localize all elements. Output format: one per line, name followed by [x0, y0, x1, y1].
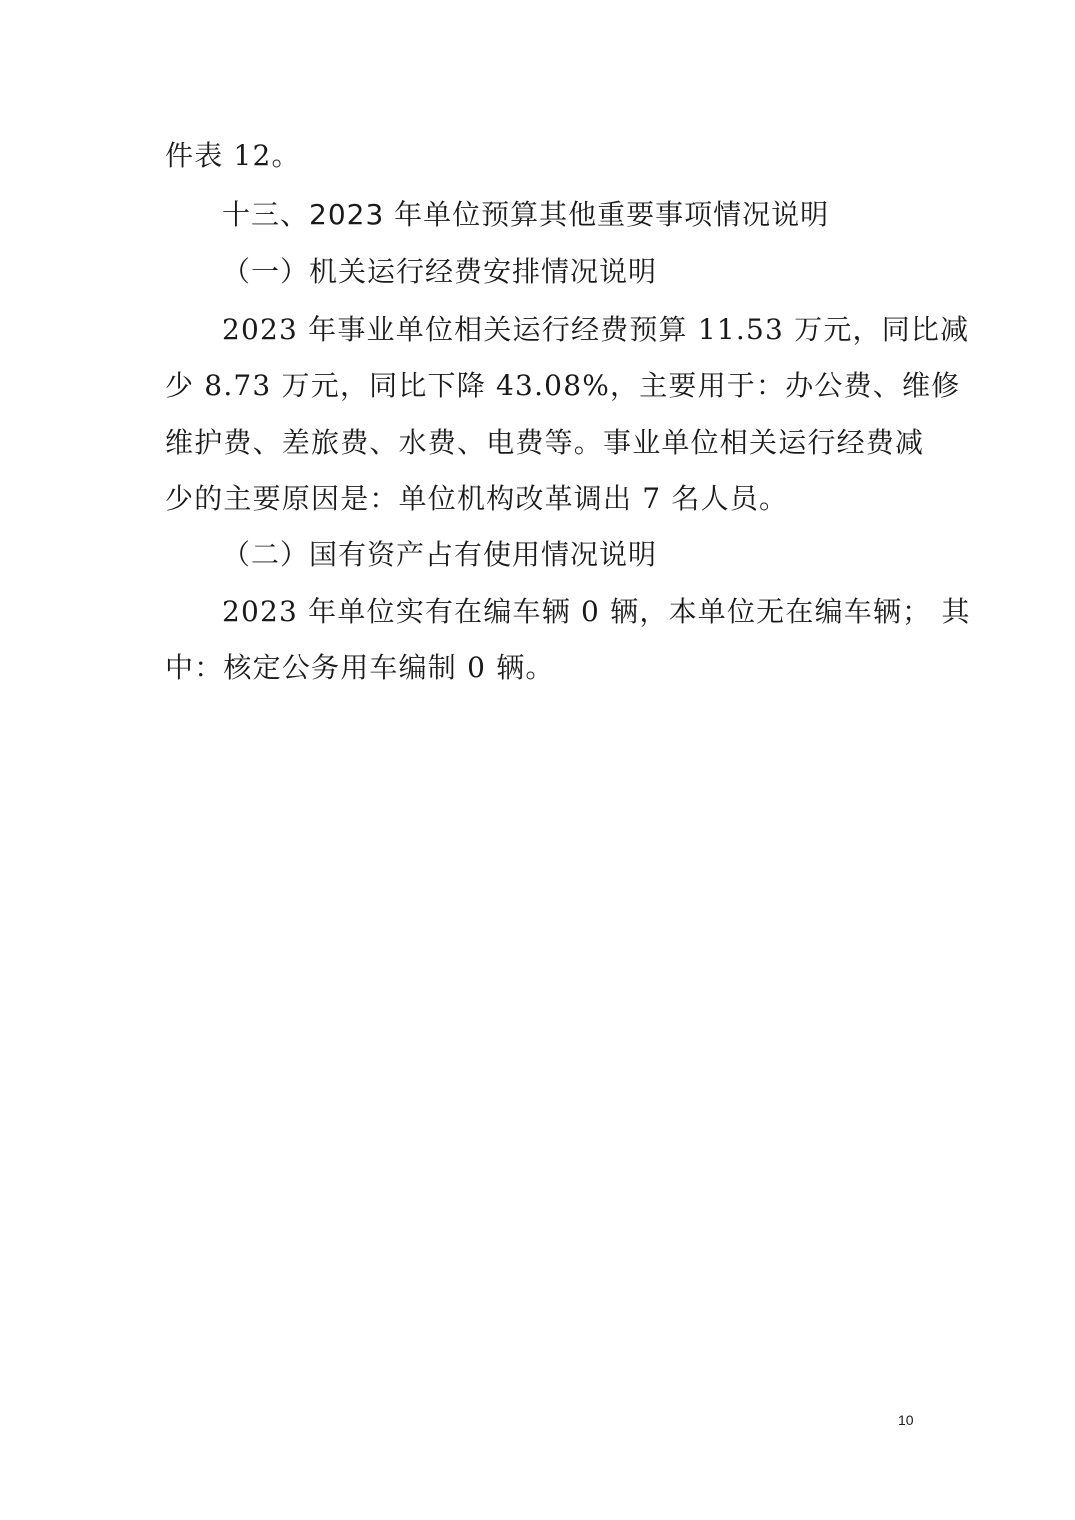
paragraph-2-line-2: 中：核定公务用车编制 0 辆。 — [165, 651, 555, 684]
paragraph-1-line-3: 维护费、差旅费、水费、电费等。事业单位相关运行经费减 — [165, 426, 925, 459]
paragraph-2-line-1: 2023 年单位实有在编车辆 0 辆，本单位无在编车辆； 其 — [222, 595, 971, 628]
paragraph-1-line-2: 少 8.73 万元，同比下降 43.08%，主要用于：办公费、维修 — [165, 369, 961, 402]
subsection-1-heading: （一）机关运行经费安排情况说明 — [222, 255, 658, 288]
section-13-heading: 十三、2023 年单位预算其他重要事项情况说明 — [222, 198, 830, 231]
paragraph-1-line-1: 2023 年事业单位相关运行经费预算 11.53 万元，同比减 — [222, 313, 970, 346]
page-number: 10 — [898, 1412, 914, 1428]
subsection-2-heading: （二）国有资产占有使用情况说明 — [222, 538, 658, 571]
continued-text-line: 件表 12。 — [165, 139, 301, 172]
paragraph-1-line-4: 少的主要原因是：单位机构改革调出 7 名人员。 — [165, 482, 789, 515]
